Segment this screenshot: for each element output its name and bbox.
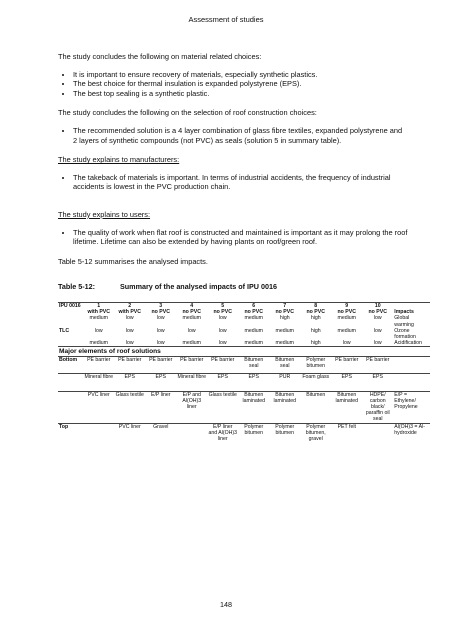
element-cell: Bitumen laminated [331,391,362,423]
element-cell: Polymer bitumen [300,356,331,373]
element-cell: PVC liner [114,423,145,461]
impact-row [58,315,430,327]
impact-cell: medium [275,327,294,334]
element-cell [362,423,393,461]
main-content [58,52,425,461]
element-cell: EPS [362,373,393,391]
pvc-cell: no PVC [244,309,263,316]
bullet-item: • The takeback of materials is important. In terms of industrial accidents, the frequency of industrial accidents is lowest in the PVC production chain. [73,173,408,192]
impact-cell: high [310,327,321,334]
impacts-header: Impacts [394,309,414,316]
paragraph-roof-construction: The study concludes the following on the selection of roof construction choices: [58,108,317,118]
impact-cell: medium [244,315,263,322]
bottom-row [58,373,430,391]
column-header: 4 [176,302,207,309]
impact-cell: medium [182,315,201,322]
element-cell: PE barrier [331,356,362,373]
bullet-list-users [58,228,408,247]
bullet-list-materials [58,70,408,99]
pvc-cell: with PVC [87,309,110,316]
element-cell: EPS [331,373,362,391]
element-cell: Glass textile [207,391,238,423]
major-elements-heading: Major elements of roof solutions [59,348,161,356]
impacts-table [58,302,430,461]
impact-cell: low [218,327,227,334]
element-cell: Foam glass [300,373,331,391]
impact-cell: medium [238,340,269,347]
pvc-cell: no PVC [337,309,356,316]
column-header: 5 [207,302,238,309]
bullet-item: • The recommended solution is a 4 layer combination of glass fibre textiles, expanded polystyrene and 2 layers of synthetic compounds (not PVC) as seals (solution 5 in summary table). [73,126,408,145]
element-cell: Polymer bitumen [238,423,269,461]
pvc-cell: no PVC [182,309,201,316]
element-cell: Bitumen [300,391,331,423]
impact-cell: medium [89,315,108,322]
bullet-item: • The best top sealing is a synthetic plastic. [73,89,408,99]
impact-cell: low [125,327,134,334]
pvc-cell: with PVC [118,309,141,316]
column-header: 7 [269,302,300,309]
impact-cell: low [145,340,176,347]
column-header: 10 [362,302,393,309]
element-cell: EPS [114,373,145,391]
impact-cell: low [114,340,145,347]
pvc-cell: no PVC [368,309,387,316]
bottom-label: Bottom [58,356,83,373]
impact-cell: medium [337,327,356,334]
element-cell: Glass textile [114,391,145,423]
major-elements-heading-row [58,347,430,356]
impact-cell: low [156,327,165,334]
element-cell [176,423,207,461]
element-cell: PE barrier [207,356,238,373]
top-label: Top [58,423,83,461]
bullet-item: • The quality of work when flat roof is constructed and maintained is important as it may prolong the roof lifetime. Lifetime can also be extended by having plants on roof/green roof. [73,228,408,247]
element-cell: HDPE/ carbon black/ paraffin oil seal [362,391,393,423]
impact-row [58,328,430,340]
element-cell: Gravel [145,423,176,461]
bullet-list-roof [58,126,408,145]
element-cell: PE barrier [145,356,176,373]
element-cell: Polymer bitumen, gravel [300,423,331,461]
bottom-row [58,391,430,423]
element-cell: EPS [207,373,238,391]
element-cell: Bitumen seal [238,356,269,373]
table-caption-title: Summary of the analysed impacts of IPU 0016 [120,282,277,292]
heading-users: The study explains to users: [58,209,151,219]
element-cell: Polymer bitumen [269,423,300,461]
impact-cell: low [362,340,393,347]
bullet-item: • It is important to ensure recovery of materials, especially synthetic plastics. [73,70,408,80]
running-header: Assessment of studies [188,15,264,24]
impact-cell: medium [176,340,207,347]
impact-cell: medium [269,340,300,347]
paragraph-table-intro: Table 5-12 summarises the analysed impacts. [58,256,208,266]
impact-name: Ozone formation [394,327,416,340]
top-row [58,423,430,461]
element-cell: PVC liner [83,391,114,423]
paragraph-material-choices: The study concludes the following on material related choices: [58,52,262,61]
element-cell: PE barrier [114,356,145,373]
column-header: 2 [114,302,145,309]
impact-cell: high [310,315,321,322]
impact-cell: low [187,327,196,334]
element-cell: PE barrier [176,356,207,373]
page-number: 148 [220,600,232,609]
element-cell: PE barrier [83,356,114,373]
column-header: 8 [300,302,331,309]
impact-cell: medium [83,340,114,347]
pvc-cell: no PVC [213,309,232,316]
table-header-row [58,302,430,309]
element-cell: E/P liner [145,391,176,423]
element-cell: EPS [238,373,269,391]
bottom-row [58,356,430,373]
element-cell: PE barrier [362,356,393,373]
impact-cell: low [125,315,134,322]
pvc-cell: no PVC [275,309,294,316]
element-cell: PET felt [331,423,362,461]
note-al-hydroxide: Al(OH)3 = Al- hydroxide [393,423,430,461]
tlc-label: TLC [59,327,70,334]
element-cell: Mineral fibre [176,373,207,391]
element-cell: E/P liner and Al(OH)3 liner [207,423,238,461]
impact-cell: low [331,340,362,347]
impact-name: Acidification [393,340,430,347]
impact-cell: low [207,340,238,347]
column-header: 6 [238,302,269,309]
impact-cell: low [373,315,382,322]
impact-cell: medium [337,315,356,322]
element-cell: Bitumen laminated [269,391,300,423]
impact-cell: medium [244,327,263,334]
pvc-cell: no PVC [151,309,170,316]
impact-cell: low [156,315,165,322]
column-header: 3 [145,302,176,309]
element-cell: Bitumen laminated [238,391,269,423]
impact-cell: high [300,340,331,347]
column-header: 1 [83,302,114,309]
impact-name: Global warming [394,315,414,328]
table-caption [58,282,408,292]
table-corner-label: IPU 0016 [58,302,83,309]
element-cell: Mineral fibre [83,373,114,391]
bullet-list-manufacturers [58,173,408,192]
note-ethylene-propylene: E/P = Ethylene/ Propylene [393,391,430,423]
element-cell: PUR [269,373,300,391]
impact-cell: low [373,327,382,334]
column-header: 9 [331,302,362,309]
pvc-cell: no PVC [306,309,325,316]
heading-manufacturers: The study explains to manufacturers: [58,155,180,165]
impact-cell: low [94,327,103,334]
element-cell: EPS [145,373,176,391]
bullet-item: • The best choice for thermal insulation is expanded polystyrene (EPS). [73,79,408,89]
impact-cell: high [279,315,290,322]
impact-row [58,340,430,347]
impact-cell: low [218,315,227,322]
table-caption-number: Table 5-12: [58,282,96,292]
element-cell [83,423,114,461]
element-cell: Bitumen seal [269,356,300,373]
element-cell: E/P and Al(OH)3 liner [176,391,207,423]
